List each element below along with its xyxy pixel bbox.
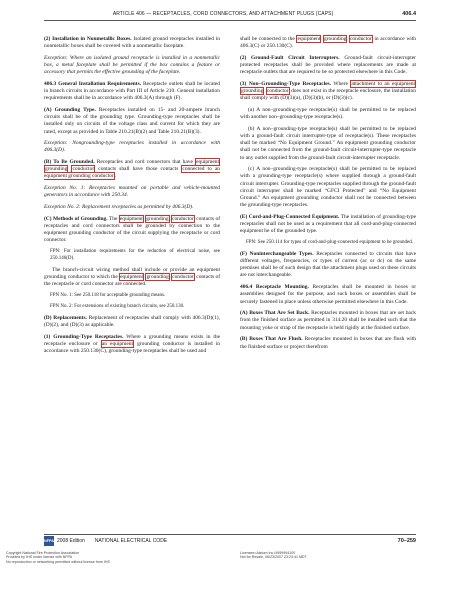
paragraph-continued: shall be connected to the equipment grounding conductor in accordance with 406.3(C) or 250.130(C).	[240, 36, 416, 50]
highlight: conductor	[172, 273, 194, 280]
page-footer	[44, 534, 416, 547]
highlight: conductor	[72, 166, 95, 173]
fpn-2: FPN No. 2: For extensions of existing branch circuits, see 250.130.	[50, 303, 185, 309]
paragraph-boxes-flush: (B) Boxes That Are Flush. Receptacles mounted in boxes that are flush with the finished surface or project therefrom	[240, 336, 416, 350]
exception-nonmetallic: Exception: Where an isolated ground receptacle is installed in a nonmetallic box, a metal faceplate shall be permitted if the box contains a feature or accessory that permits the effective grounding of the faceplate.	[44, 54, 220, 76]
section-406-4: 406.4 Receptacle Mounting. Receptacles shall be mounted in boxes or assemblies designed for the purpose, and such boxes or assemblies shall be securely fastened in place unless otherwise permitted elsewhere in this Code.	[240, 284, 417, 305]
page-header	[44, 8, 416, 21]
exception-grounding-type: Exception: Nongrounding-type receptacles installed in accordance with 406.3(D).	[44, 140, 220, 154]
fpn-1: FPN No. 1: See 250.118 for acceptable grounding means.	[50, 292, 166, 298]
highlight: equipment	[196, 159, 220, 166]
article-title: ARTICLE 406 — RECEPTACLES, CORD CONNECTORS, AND ATTACHMENT PLUGS (CAPS)	[112, 11, 334, 17]
copyright-notice: Copyright National Fire Protection Association Provided by IHS under license with NFPA No reproduction or networking permitted without license from IHS	[6, 551, 110, 564]
code-name: NATIONAL ELECTRICAL CODE	[94, 538, 168, 544]
highlight: equipment	[297, 36, 321, 42]
paragraph-gfci: (2) Ground-Fault Circuit Interrupters. Ground-fault circuit-interrupter protected receptacles shall be provided where replacements are made at receptacle outlets that are required to be so protected elsewhere in this Code.	[240, 54, 416, 76]
highlight: conductor	[350, 36, 372, 42]
edition-label: 2008 Edition	[57, 538, 85, 544]
license-notice: Licensee=Alstom Inc./4999994100 Not for Resale, 06/23/2007 23:23:41 MDT	[240, 551, 307, 560]
highlight: grounding	[146, 273, 169, 280]
highlight: conductor	[266, 88, 289, 95]
paragraph-boxes-set-back: (A) Boxes That Are Set Back. Receptacles mounted in boxes that are set back from the finished surface as permitted in 314.20 shall be installed such that the mounting yoke or strap of the receptacle is held rigidly at the finished surface.	[240, 310, 416, 331]
highlight: an equipment	[101, 341, 133, 347]
paragraph-non-grounding: (3) Non–Grounding-Type Receptacles. Where attachment to an equipment grounding conductor does not exist in the receptacle enclosure, the installation shall comply with (D)(3)(a), (D)(3)(b), or (D)(3)(c).	[240, 80, 416, 102]
highlight: grounding	[324, 36, 347, 42]
section-406-3: 406.3 General Installation Requirements. Receptacle outlets shall be located in branch circuits in accordance with Part III of Article 210. General installation requirements shall be in accordance with 406.3(A) through (F).	[44, 80, 221, 102]
highlight: connected to an equipment grounding conductor	[44, 166, 220, 180]
exception-1: Exception No. 1: Receptacles mounted on portable and vehicle-mounted generators in accordance with 250.34.	[44, 185, 220, 199]
paragraph-noninterchangeable: (F) Noninterchangeable Types. Receptacles connected to circuits that have different voltages, frequencies, or types of current (ac or dc) on the same premises shall be of such design that the attachment plugs used on these circuits are not interchangeable.	[240, 251, 417, 279]
highlight: conductor	[172, 215, 194, 222]
nfpa-logo-icon: NFPA	[44, 536, 54, 546]
item-b: (b) A non–grounding-type receptacle(s) shall be permitted to be replaced with a ground-fault circuit interrupter-type of receptacle(s). These receptacles shall be marked “No Equipment Ground.” An equipment grounding conductor shall not be connected from the ground-fault circuit-interrupter-type receptacle to any outlet supplied from the ground-fault circuit-interrupter receptacle.	[240, 125, 416, 161]
paragraph-grounding-type: (A) Grounding Type. Receptacles installed on 15- and 20-ampere branch circuits shall be of the grounding type. Grounding-type receptacles shall be installed only on circuits of the voltage class and current for which they are rated, except as provided in Table 210.21(B)(2) and Table 210.21(B)(3).	[44, 107, 221, 135]
paragraph-methods-of-grounding: (C) Methods of Grounding. The equipment grounding conductor contacts of receptacles and cord connectors shall be grounded by connection to the equipment grounding conductor of the circuit supplying the receptacle or cord connector.	[44, 215, 221, 244]
fpn-cord-plug: FPN: See 250.114 for types of cord-and-plug-connected equipment to be grounded.	[246, 239, 413, 245]
highlight: equipment	[120, 273, 144, 280]
highlight: grounding	[45, 166, 68, 173]
section-number: 406.4	[402, 11, 416, 17]
highlight: equipment	[119, 215, 143, 222]
item-c: (c) A non–grounding-type receptacle(s) shall be permitted to be replaced with a grounding-type receptacle(s) where supplied through a ground-fault circuit interrupter. Grounding-type receptacles supplied through the ground-fault circuit interrupter shall be marked “GFCI Protected” and “No Equipment Ground.” An equipment grounding conductor shall not be connected between the grounding-type receptacles.	[240, 166, 416, 209]
paragraph-to-be-grounded: (B) To Be Grounded. Receptacles and cord connectors that have equipment grounding conductor contacts shall have those contacts connected to an equipment grounding conductor.	[44, 159, 220, 180]
paragraph-cord-and-plug: (E) Cord-and-Plug-Connected Equipment. The installation of grounding-type receptacles shall not be used as a requirement that all cord-and-plug-connected equipment be of the grounded type.	[240, 213, 416, 235]
paragraph-branch-circuit: The branch-circuit wiring method shall include or provide an equipment grounding conductor to which the equipment grounding conductor contacts of the receptacle or cord connector are connected.	[44, 266, 221, 287]
highlight: grounding	[146, 215, 169, 222]
item-a: (a) A non–grounding-type receptacle(s) shall be permitted to be replaced with another non–grounding-type receptacle(s).	[240, 107, 416, 121]
paragraph-grounding-type-receptacles: (1) Grounding-Type Receptacles. Where a grounding means exists in the receptacle enclosure or an equipment grounding conductor is installed in accordance with 250.130(C), grounding-type receptacles shall be used and	[44, 333, 220, 355]
exception-2: Exception No. 2: Replacement receptacles as permitted by 406.3(D).	[44, 204, 194, 211]
paragraph-replacements: (D) Replacements. Replacement of receptacles shall comply with 406.3(D)(1), (D)(2), and (D)(3) as applicable.	[44, 314, 220, 329]
right-column	[240, 36, 416, 355]
paragraph-nonmetallic-boxes: (2) Installation in Nonmetallic Boxes. Isolated ground receptacles installed in nonmetallic boxes shall be covered with a nonmetallic faceplate.	[44, 36, 220, 50]
highlight: attachment to an equipment	[351, 80, 415, 87]
fpn-electrical-noise: FPN: For installation requirements for the reduction of electrical noise, see 250.146(D).	[50, 249, 220, 261]
left-column	[44, 36, 220, 360]
highlight: grounding	[241, 88, 264, 95]
page-number: 70–259	[397, 538, 416, 544]
